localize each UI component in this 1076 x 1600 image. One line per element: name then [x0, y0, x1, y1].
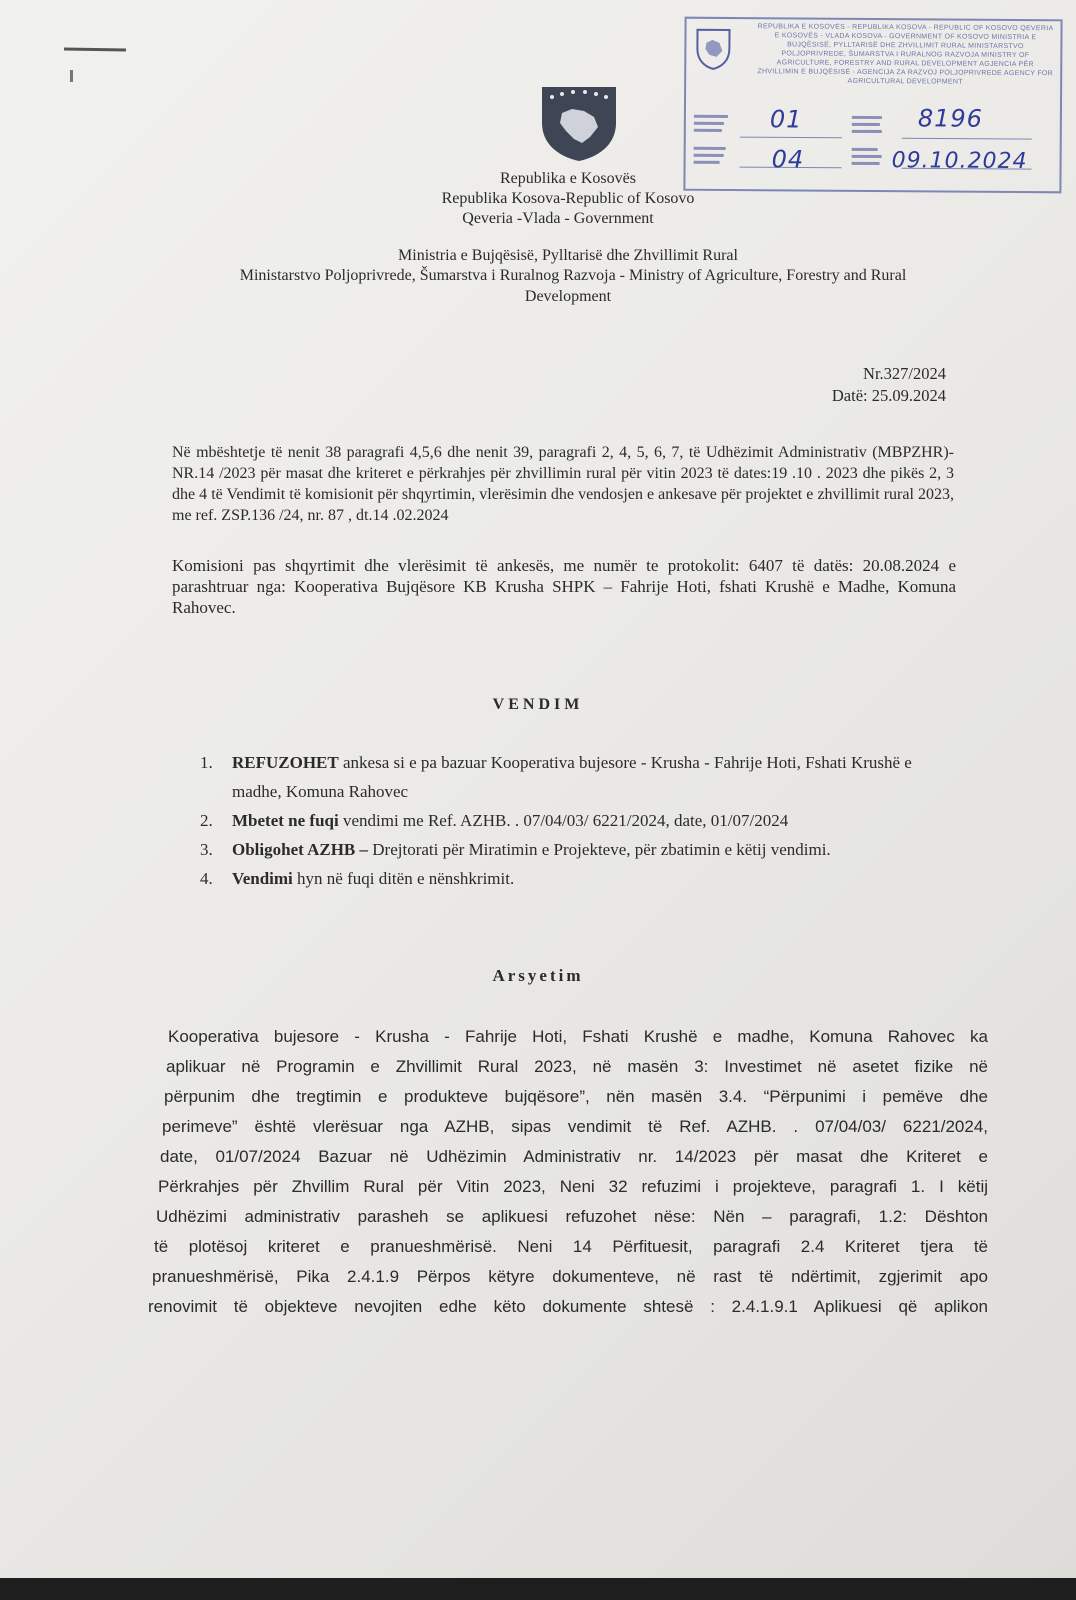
stamp-header-text: REPUBLIKA E KOSOVËS - REPUBLIKA KOSOVA - REPUBLIC OF KOSOVO QEVERIA E KOSOVËS - VLADA KOSOVA - GOVERNMENT OF KOSOVO MINISTRIA E BUJQËSISË, PYLLTARISË DHE ZHVILLIMIT RURAL MINISTARSTVO POLJOPRIVREDE, ŠUMARSTVA I RURALNOG RAZVOJA MINISTRY OF AGRICULTURE, FORESTRY AND RURAL DEVELOPMENT AGJENCIA PËR ZHVILLIMIN E BUJQËSISË - AGENCIJA ZA RAZVOJ POLJOPRIVREDE AGENCY FOR AGRICULTURAL DEVELOPMENT: [757, 23, 1054, 86]
pen-mark: [64, 47, 126, 51]
decision-item: [200, 806, 960, 835]
pen-mark-small: [70, 70, 73, 82]
header-republic: Republika e Kosovës: [500, 170, 636, 187]
document-number: Nr.327/2024: [863, 364, 946, 383]
commission-paragraph: Komisioni pas shqyrtimit dhe vlerësimit të ankesës, me numër te protokolit: 6407 të datës: 20.08.2024 e parashtruar nga: Kooperativa Bujqësore KB Krusha SHPK – Fahrije Hoti, fshati Krushë e Madhe, Komuna Rahovec.: [172, 556, 956, 617]
decision-keyword: Vendimi: [232, 869, 293, 888]
decision-text: vendimi me Ref. AZHB. . 07/04/03/ 6221/2024, date, 01/07/2024: [338, 811, 789, 830]
header-republic-multilang: Republika Kosova-Republic of Kosovo: [441, 190, 695, 207]
header-ministry-sq: Ministria e Bujqësisë, Pylltarisë dhe Zhvillimit Rural: [398, 247, 738, 264]
decision-keyword: REFUZOHET: [232, 753, 339, 772]
decision-number: 2.: [200, 811, 213, 830]
decision-text: Drejtorati për Miratimin e Projekteve, për zbatimin e këtij vendimi.: [368, 840, 831, 859]
stamp-date: 09.10.2024: [891, 148, 1028, 175]
stamp-unit-code: 04: [771, 145, 805, 174]
reasoning-line: Kooperativa bujesore - Krusha - Fahrije Hoti, Fshati Krushë e madhe, Komuna Rahovec ka: [168, 1027, 988, 1046]
decision-item: [200, 835, 960, 864]
legal-basis-paragraph: Në mbështetje të nenit 38 paragrafi 4,5,6 dhe nenit 39, paragrafi 2, 4, 5, 6, 7, të Udhëzimit Administrativ (MBPZHR)-NR.14 /2023 për masat dhe kriteret e përkrahjes për zhvillimin rural për vitin 2023 të dates:19 .10 . 2023 dhe pikës 2, 3 dhe 4 të Vendimit të komisionit për shqyrtimin, vlerësimin dhe vendosjen e ankesave për projektet e zhvillimit rural 2023, me ref. ZSP.136 /24, nr. 87 , dt.14 .02.2024: [172, 444, 954, 524]
decision-number: 1.: [200, 753, 213, 772]
reasoning-line: renovimit të objekteve nevojiten edhe këto dokumente shtesë : 2.4.1.9.1 Aplikuesi që aplikon: [148, 1297, 988, 1316]
decision-number: 3.: [200, 840, 213, 859]
header-government: Qeveria -Vlada - Government: [462, 210, 654, 227]
decision-list: [200, 748, 960, 893]
reasoning-line: aplikuar në Programin e Zhvillimit Rural 2023, në masën 3: Investimet në asetet fizike në: [166, 1057, 988, 1076]
reasoning-line: përpunim dhe tregtimin e produkteve bujqësore”, nën masën 3.4. “Përpunimi i pemëve dhe: [164, 1087, 988, 1106]
header-ministry-development: Development: [524, 288, 612, 305]
decision-number: 4.: [200, 869, 213, 888]
reasoning-title: Arsyetim: [492, 966, 584, 985]
decision-item: [200, 748, 960, 806]
stamp-protocol-number: 8196: [917, 104, 984, 133]
stamp-org-code: 01: [769, 105, 803, 134]
reasoning-line: pranueshmërisë, Pika 2.4.1.9 Përpos këtyre dokumenteve, në rast të ndërtimit, zgjerimit apo: [152, 1267, 988, 1286]
reasoning-line: perimeve” është vlerësuar nga AZHB, sipas vendimit të Ref. AZHB. . 07/04/03/ 6221/2024,: [162, 1117, 988, 1136]
document-date: Datë: 25.09.2024: [831, 386, 946, 405]
reasoning-line: Përkrahjes për Zhvillim Rural për Vitin 2023, Neni 32 refuzimi i projekteve, paragrafi 1. I këtij: [158, 1177, 988, 1196]
reasoning-body: [148, 1022, 988, 1322]
decision-title: VENDIM: [492, 696, 584, 713]
reasoning-line: date, 01/07/2024 Bazuar në Udhëzimin Administrativ nr. 14/2023 për masat dhe Kriteret e: [160, 1147, 988, 1166]
registration-stamp: [683, 17, 1062, 194]
reasoning-line: Udhëzimi administrativ parasheh se aplikuesi refuzohet nëse: Nën – paragrafi, 1.2: Dështon: [156, 1207, 988, 1226]
decision-text: ankesa si e pa bazuar Kooperativa bujesore - Krusha - Fahrije Hoti, Fshati Krushë e madhe, Komuna Rahovec: [232, 753, 912, 801]
decision-keyword: Mbetet ne fuqi: [232, 811, 339, 830]
decision-text: hyn në fuqi ditën e nënshkrimit.: [292, 869, 515, 888]
photo-background-edge: [0, 1578, 1076, 1600]
kosovo-coat-of-arms-icon: [538, 83, 620, 163]
header-ministry-sr-en: Ministarstvo Poljoprivrede, Šumarstva i Ruralnog Razvoja - Ministry of Agriculture, Forestry and Rural: [239, 267, 907, 284]
decision-keyword: Obligohet AZHB –: [232, 840, 369, 859]
decision-item: [200, 864, 960, 893]
stamp-seal-icon: [694, 27, 732, 71]
reasoning-line: të plotësoj kriteret e pranueshmërisë. Neni 14 Përfituesit, paragrafi 2.4 Kriteret tjera të: [154, 1237, 988, 1256]
